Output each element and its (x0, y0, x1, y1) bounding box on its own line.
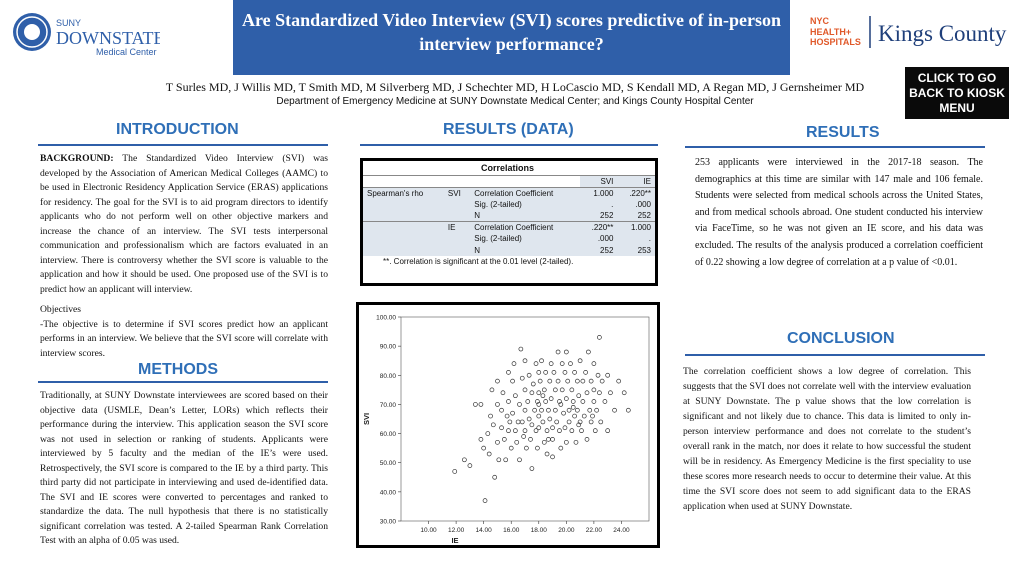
introduction-heading: INTRODUCTION (116, 121, 239, 138)
cell-ie: . (648, 234, 651, 244)
results-data-rule (360, 144, 658, 146)
x-tick-label: 24.00 (613, 527, 630, 534)
row-stat: Sig. (2-tailed) (474, 234, 522, 244)
methods-heading: METHODS (138, 361, 218, 378)
poster-title-band (233, 0, 790, 75)
results-data-heading: RESULTS (DATA) (443, 121, 574, 138)
suny-downstate-logo (10, 6, 160, 58)
table-row (363, 222, 655, 234)
y-axis-label: SVI (362, 412, 371, 426)
row-group-label: Spearman's rho (367, 189, 424, 198)
affiliation: Department of Emergency Medicine at SUNY Downstate Medical Center; and Kings County Hospital Center (276, 96, 754, 107)
row-var (444, 199, 470, 210)
cell-ie: .220** (629, 189, 651, 198)
x-axis-label: IE (451, 536, 459, 545)
logo-hospitals-text: HOSPITALS (810, 37, 861, 47)
cell-svi: .220** (591, 223, 614, 233)
row-stat: Sig. (2-tailed) (474, 200, 522, 210)
methods-rule (38, 381, 328, 383)
row-stat: N (474, 211, 481, 221)
correlations-footnote: **. Correlation is significant at the 0.01 level (2-tailed). (383, 256, 574, 266)
correlations-table-title: Correlations (363, 161, 655, 176)
y-tick-label: 30.00 (379, 518, 396, 526)
x-tick-label: 18.00 (530, 527, 547, 534)
cell-ie: 253 (637, 245, 651, 255)
methods-body: Traditionally, at SUNY Downstate interviewees are scored based on their objective data (USMLE, Dean’s Letter, LORs) which reflects their performance during the interview. This application season the SVI score was not used in selection or ranking of students. Applicants were interviewed by 5 faculty and the median of the IE’s were used. Retrospectively, the SVI score is compared to the IE by a third party. This third party did not participate in interviewing and used de-identified data. The SVI and IE scores were converted to percentages and ranked to standardize the data. The null hypothesis that there is no statistically significant correlation was tested. A 2-tailed Spearman Rank Correlation Test with an alpha of 0.05 was used. (40, 390, 328, 546)
table-row (363, 233, 655, 244)
cell-svi: . (611, 200, 614, 210)
table-row (363, 210, 655, 222)
table-row (363, 188, 655, 200)
y-tick-label: 60.00 (379, 431, 396, 439)
table-row (363, 245, 655, 256)
x-tick-label: 22.00 (585, 527, 603, 534)
row-var: IE (447, 223, 456, 233)
table-row (363, 199, 655, 210)
objectives-label: Objectives (40, 304, 82, 315)
conclusion-rule (685, 354, 985, 356)
row-var (444, 233, 470, 244)
row-stat: N (474, 245, 481, 255)
cell-svi: 252 (600, 211, 614, 221)
cell-ie: 1.000 (630, 223, 651, 233)
row-var (444, 245, 470, 256)
y-tick-label: 80.00 (379, 372, 396, 380)
x-tick-label: 12.00 (447, 527, 465, 534)
x-tick-label: 14.00 (475, 527, 492, 534)
column-header-svi: SVI (580, 176, 618, 188)
poster-title: Are Standardized Video Interview (SVI) scores predictive of in-person interview performance? (242, 10, 781, 54)
suny-downstate-seal-icon (10, 6, 160, 58)
objectives-text: -The objective is to determine if SVI scores predict how an applicant performs in an interview. We believe that the SVI score will correlate with interview scores. (40, 318, 328, 359)
y-tick-label: 40.00 (379, 489, 396, 497)
x-tick-label: 10.00 (420, 527, 437, 534)
logo-medical-center-text: Medical Center (96, 47, 157, 57)
nyc-health-hospitals-logo (808, 12, 1018, 52)
scatter-plot (356, 302, 660, 548)
logo-downstate-text: DOWNSTATE (56, 28, 160, 48)
logo-health-text: HEALTH+ (810, 27, 852, 37)
cell-svi: .000 (597, 234, 614, 244)
row-var: SVI (447, 189, 461, 198)
y-tick-label: 90.00 (379, 343, 396, 351)
column-header-ie: IE (617, 176, 655, 188)
conclusion-body: The correlation coefficient shows a low degree of correlation. This suggests that the SVI does not correlate well with the interview evaluation at SUNY Downstate. The p value shows that the low correlation is significant and not likely due to chance. This data is limited to only in-person interview performance and does not correlate to the student’s overall rank in the match, nor does it relate to how successful the student will be in residency. As Emergency Medicine is the first speciality to use these scores more research needs to occur to determine their value. At this time the SVI score does not seem to add significant data to the ERAS application when used at SUNY Downstate. (683, 366, 971, 512)
row-stat: Correlation Coefficient (474, 189, 554, 198)
cell-ie: .000 (635, 200, 651, 210)
logo-kings-county-text: Kings County (878, 21, 1007, 46)
row-var (444, 210, 470, 222)
x-tick-label: 20.00 (558, 527, 575, 534)
logo-suny-text: SUNY (56, 18, 82, 28)
plot-area (401, 317, 649, 521)
back-to-kiosk-button[interactable]: CLICK TO GO BACK TO KIOSK MENU (905, 67, 1009, 119)
y-tick-label: 100.00 (376, 314, 396, 322)
results-rule (685, 146, 985, 148)
y-tick-label: 70.00 (379, 401, 396, 409)
results-heading: RESULTS (806, 124, 880, 141)
logo-nyc-text: NYC (810, 16, 830, 26)
scatter-plot-svg (359, 305, 657, 545)
cell-ie: 252 (637, 211, 651, 221)
background-label: BACKGROUND: (40, 153, 114, 164)
introduction-rule (38, 144, 328, 146)
correlations-table (360, 158, 658, 286)
conclusion-heading: CONCLUSION (787, 330, 895, 347)
kings-county-logo-icon (808, 12, 1018, 52)
background-text: The Standardized Video Interview (SVI) was developed by the Association of American Medical Colleges (AAMC) to be used in Electronic Residency Application Service (ERAS) applications for residency. The goal for the SVI is to aid program directors to identify applicants who do not perform well on other objective markers and increase the chance of an interview. The SVI tests interpersonal communication and professionalism which are factors evaluated in an interview. There is controversy whether the SVI score is valuable to the application and how it should be used. One proposed use of the SVI is to predict how an applicant will interview. (40, 153, 328, 295)
row-stat: Correlation Coefficient (474, 223, 554, 233)
results-body: 253 applicants were interviewed in the 2017-18 season. The demographics at this time are similar with 147 male and 106 female. Students were selected from medical schools across the United States, and from medical schools abroad. One student conducted his interview via FaceTime, so he was not given an IE score, and his data was excluded. The results of the analysis produced a correlation coefficient of 0.22 showing a low degree of correlation at a p value of <0.01. (695, 157, 983, 268)
introduction-body (40, 152, 328, 367)
cell-svi: 252 (600, 245, 614, 255)
y-tick-label: 50.00 (379, 460, 396, 468)
cell-svi: 1.000 (593, 189, 614, 198)
author-list: T Surles MD, J Willis MD, T Smith MD, M Silverberg MD, J Schechter MD, H LoCascio MD, S Kendall MD, A Regan MD, J Gernsheimer MD (165, 80, 865, 94)
x-tick-label: 16.00 (503, 527, 520, 534)
